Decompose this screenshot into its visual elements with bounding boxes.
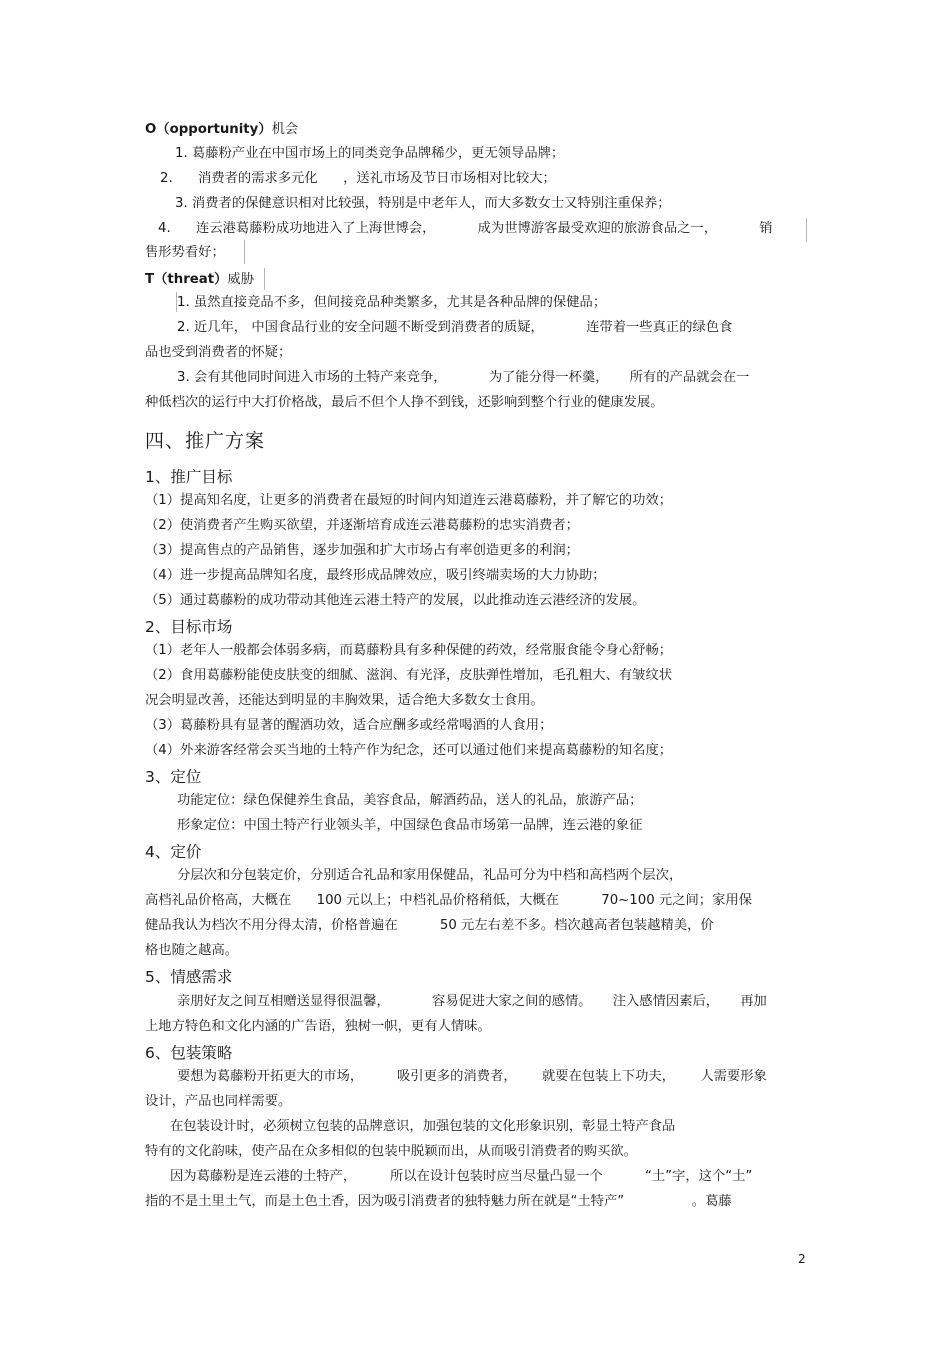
paragraph: 在包装设计时，必须树立包装的品牌意识，加强包装的文化形象识别，彰显土特产食品 — [170, 1119, 676, 1134]
threat-item-cont: 品也受到消费者的怀疑； — [145, 345, 292, 360]
frame-line — [264, 268, 265, 290]
paragraph: 要想为葛藤粉开拓更大的市场， 吸引更多的消费者， 就要在包装上下功夫， 人需要形象 — [177, 1069, 767, 1084]
frame-line — [806, 218, 807, 242]
threat-heading-cn: 威胁 — [227, 272, 254, 287]
list-item: （2）使消费者产生购买欲望，并逐渐培育成连云港葛藤粉的忠实消费者； — [145, 518, 579, 533]
threat-item: 1. 虽然直接竞品不多，但间接竞品种类繁多，尤其是各种品牌的保健品； — [177, 295, 607, 310]
subsection-title: 4、定价 — [145, 843, 202, 861]
paragraph-cont: 设计，产品也同样需要。 — [145, 1094, 292, 1109]
opportunity-item: 2. 消费者的需求多元化 ，送礼市场及节日市场相对比较大； — [160, 171, 556, 186]
opportunity-item: 1. 葛藤粉产业在中国市场上的同类竞争品牌稀少，更无领导品牌； — [175, 146, 565, 161]
paragraph-cont: 格也随之越高。 — [145, 943, 239, 958]
list-item-cont: 况会明显改善，还能达到明显的丰胸效果，适合绝大多数女士食用。 — [145, 693, 544, 708]
opportunity-item: 3. 消费者的保健意识相对比较强，特别是中老年人，而大多数女士又特别注重保养； — [175, 196, 671, 211]
paragraph: 亲朋好友之间互相赠送显得很温馨， 容易促进大家之间的感情。 注入感情因素后， 再加 — [177, 994, 767, 1009]
subsection-title: 2、目标市场 — [145, 618, 233, 636]
paragraph: 分层次和分包装定价，分别适合礼品和家用保健品，礼品可分为中档和高档两个层次， — [177, 868, 683, 883]
frame-line — [244, 240, 245, 264]
subsection-title: 1、推广目标 — [145, 468, 233, 486]
paragraph-cont: 特有的文化韵味，使产品在众多相似的包装中脱颖而出，从而吸引消费者的购买欲。 — [145, 1144, 637, 1159]
threat-heading-label: T（threat） — [145, 272, 228, 287]
subsection-title: 6、包装策略 — [145, 1044, 233, 1062]
threat-item: 3. 会有其他同时间进入市场的土特产来竞争， 为了能分得一杯羹， 所有的产品就会在一 — [177, 370, 750, 385]
threat-item: 2. 近几年， 中国食品行业的安全问题不断受到消费者的质疑， 连带着一些真正的绿色食 — [177, 320, 733, 335]
paragraph-cont: 健品我认为档次不用分得太清，价格普遍在 50 元左右差不多。档次越高者包装越精美，价 — [145, 918, 714, 933]
list-item: （2）食用葛藤粉能使皮肤变的细腻、滋润、有光泽，皮肤弹性增加，毛孔粗大、有皱纹状 — [145, 668, 673, 683]
opportunity-item-cont: 售形势看好； — [145, 245, 225, 260]
section-title: 四、推广方案 — [145, 430, 266, 452]
list-item: （1）老年人一般都会体弱多病，而葛藤粉具有多种保健的药效，经常服食能令身心舒畅； — [145, 643, 673, 658]
paragraph-cont: 指的不是土里土气，而是土色土香，因为吸引消费者的独特魅力所在就是“土特产” 。葛藤 — [145, 1194, 732, 1209]
paragraph: 形象定位：中国土特产行业领头羊，中国绿色食品市场第一品牌，连云港的象征 — [177, 818, 643, 833]
page-number: 2 — [798, 1252, 806, 1266]
list-item: （4）外来游客经常会买当地的土特产作为纪念，还可以通过他们来提高葛藤粉的知名度； — [145, 743, 673, 758]
paragraph-cont: 高档礼品价格高，大概在 100 元以上；中档礼品价格稍低，大概在 70~100 元之间；家用保 — [145, 893, 752, 908]
opportunity-heading-cn: 机会 — [271, 122, 299, 137]
subsection-title: 5、情感需求 — [145, 968, 233, 986]
list-item: （3）葛藤粉具有显著的醒酒功效，适合应酬多或经常喝酒的人食用； — [145, 718, 553, 733]
paragraph-cont: 上地方特色和文化内涵的广告语，独树一帜，更有人情味。 — [145, 1019, 491, 1034]
opportunity-heading — [145, 120, 810, 140]
threat-item-cont: 种低档次的运行中大打价格战，最后不但个人挣不到钱，还影响到整个行业的健康发展。 — [145, 395, 664, 410]
list-item: （1）提高知名度，让更多的消费者在最短的时间内知道连云港葛藤粉，并了解它的功效； — [145, 493, 673, 508]
opportunity-item: 4. 连云港葛藤粉成功地进入了上海世博会， 成为世博游客最受欢迎的旅游食品之一， 销 — [158, 221, 773, 236]
list-item: （5）通过葛藤粉的成功带动其他连云港土特产的发展，以此推动连云港经济的发展。 — [145, 593, 646, 608]
paragraph: 功能定位：绿色保健养生食品，美容食品，解酒药品，送人的礼品，旅游产品； — [177, 793, 643, 808]
list-item: （4）进一步提高品牌知名度，最终形成品牌效应，吸引终端卖场的大力协助； — [145, 568, 606, 583]
paragraph: 因为葛藤粉是连云港的土特产， 所以在设计包装时应当尽量凸显一个 “土”字，这个“土” — [170, 1169, 753, 1184]
list-item: （3）提高售点的产品销售，逐步加强和扩大市场占有率创造更多的利润； — [145, 543, 579, 558]
opportunity-heading-label: O（opportunity） — [145, 122, 272, 137]
threat-heading — [145, 270, 810, 290]
subsection-title: 3、定位 — [145, 768, 202, 786]
